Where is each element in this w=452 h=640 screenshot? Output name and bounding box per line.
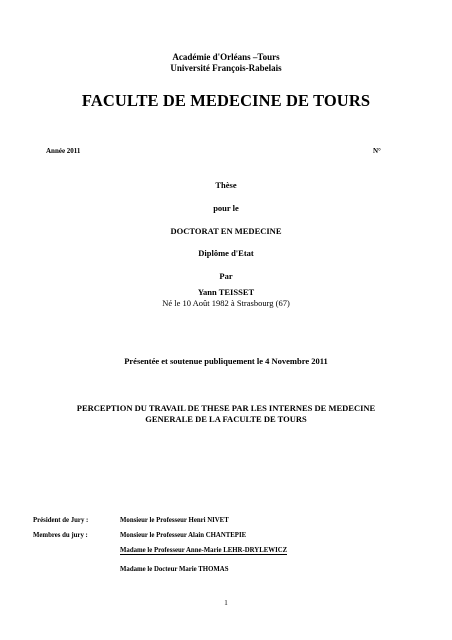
jury-president-label: Président de Jury : (33, 517, 89, 524)
thesis-title-line2: GENERALE DE LA FACULTE DE TOURS (145, 414, 307, 424)
jury-member-3: Madame le Docteur Marie THOMAS (120, 566, 229, 573)
diplome-label: Diplôme d'Etat (198, 248, 254, 258)
jury-member-2-text: Madame le Professeur Anne-Marie LEHR-DRYLEWICZ (120, 547, 288, 554)
par-label: Par (219, 271, 233, 281)
universite-line: Université François-Rabelais (170, 63, 282, 73)
thesis-title-line1: PERCEPTION DU TRAVAIL DE THESE PAR LES INTERNES DE MEDECINE (76, 403, 376, 413)
jury-members-label: Membres du jury : (33, 532, 88, 539)
annee-label: Année 2011 (46, 147, 81, 155)
jury-member-2 (120, 547, 287, 554)
jury-member-1: Monsieur le Professeur Alain CHANTEPIE (120, 532, 247, 539)
soutenance-line: Présentée et soutenue publiquement le 4 Novembre 2011 (124, 356, 328, 366)
jury-president: Monsieur le Professeur Henri NIVET (120, 517, 229, 524)
academie-line: Académie d'Orléans –Tours (172, 52, 280, 62)
author-name: Yann TEISSET (197, 287, 255, 297)
pour-le-label: pour le (213, 203, 239, 213)
birth-line: Né le 10 Août 1982 à Strasbourg (67) (162, 298, 290, 308)
page-number: 1 (224, 599, 228, 607)
these-label: Thèse (215, 180, 237, 190)
faculty-title: FACULTE DE MEDECINE DE TOURS (81, 91, 371, 110)
numero-label: N° (373, 147, 381, 155)
doctorat-label: DOCTORAT EN MEDECINE (170, 226, 282, 236)
